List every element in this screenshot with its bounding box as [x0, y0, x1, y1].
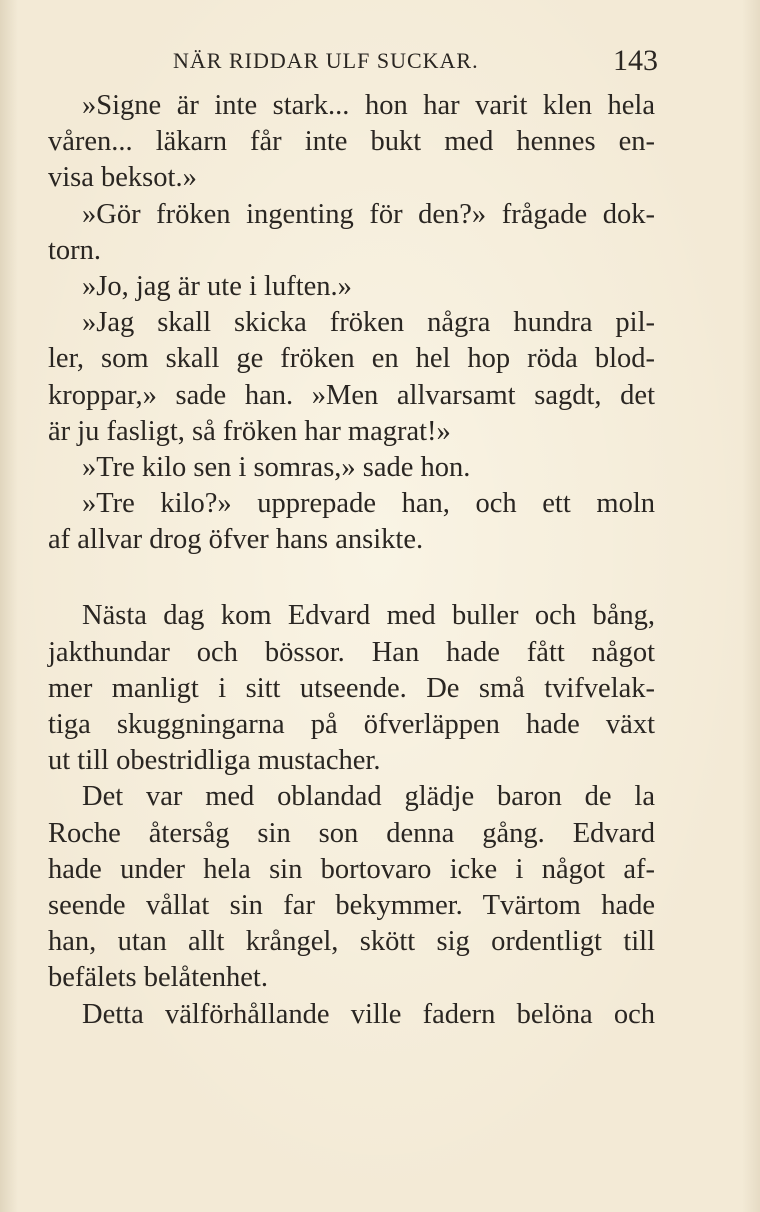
running-title: NÄR RIDDAR ULF SUCKAR. [173, 48, 479, 73]
text-line: »Tre kilo?» upprepade han, och ett moln [82, 488, 655, 520]
text-line: Det var med oblandad glädje baron de la [82, 781, 655, 813]
text-line: mer manligt i sitt utseende. De små tvifvelak- [48, 672, 655, 704]
text-line: våren... läkarn får inte bukt med hennes en- [48, 126, 655, 158]
text-line: af allvar drog öfver hans ansikte. [48, 524, 424, 556]
text-line: han, utan allt krångel, skött sig ordentligt till [48, 926, 655, 958]
text-line: »Jag skall skicka fröken några hundra pil- [82, 307, 655, 339]
text-line: Roche återsåg sin son denna gång. Edvard [48, 817, 655, 849]
text-line: »Jo, jag är ute i luften.» [82, 270, 352, 302]
section-break [48, 558, 655, 598]
page-header [48, 44, 658, 84]
text-line: tiga skuggningarna på öfverläppen hade växt [48, 709, 655, 740]
body-text [48, 88, 655, 1033]
text-line: »Signe är inte stark... hon har varit klen hela [82, 90, 655, 121]
text-line: »Tre kilo sen i somras,» sade hon. [82, 451, 471, 483]
text-line: »Gör fröken ingenting för den?» frågade dok- [82, 198, 655, 230]
text-line: torn. [48, 234, 102, 266]
text-line: befälets belåtenhet. [48, 962, 268, 994]
page-number: 143 [613, 44, 658, 77]
text-line: ler, som skall ge fröken en hel hop röda blod- [48, 343, 655, 375]
text-line: Detta välförhållande ville fadern belöna och [82, 998, 655, 1030]
text-line: kroppar,» sade han. »Men allvarsamt sagdt, det [48, 379, 655, 411]
text-line: jakthundar och bössor. Han hade fått något [48, 636, 655, 668]
text-line: hade under hela sin bortovaro icke i något af- [48, 853, 655, 885]
text-line: Nästa dag kom Edvard med buller och bång, [82, 600, 655, 632]
text-line: seende vållat sin far bekymmer. Tvärtom hade [48, 889, 655, 921]
text-line: visa beksot.» [48, 162, 197, 194]
text-line: ut till obestridliga mustacher. [48, 745, 381, 777]
text-line: är ju fasligt, så fröken har magrat!» [48, 415, 451, 447]
